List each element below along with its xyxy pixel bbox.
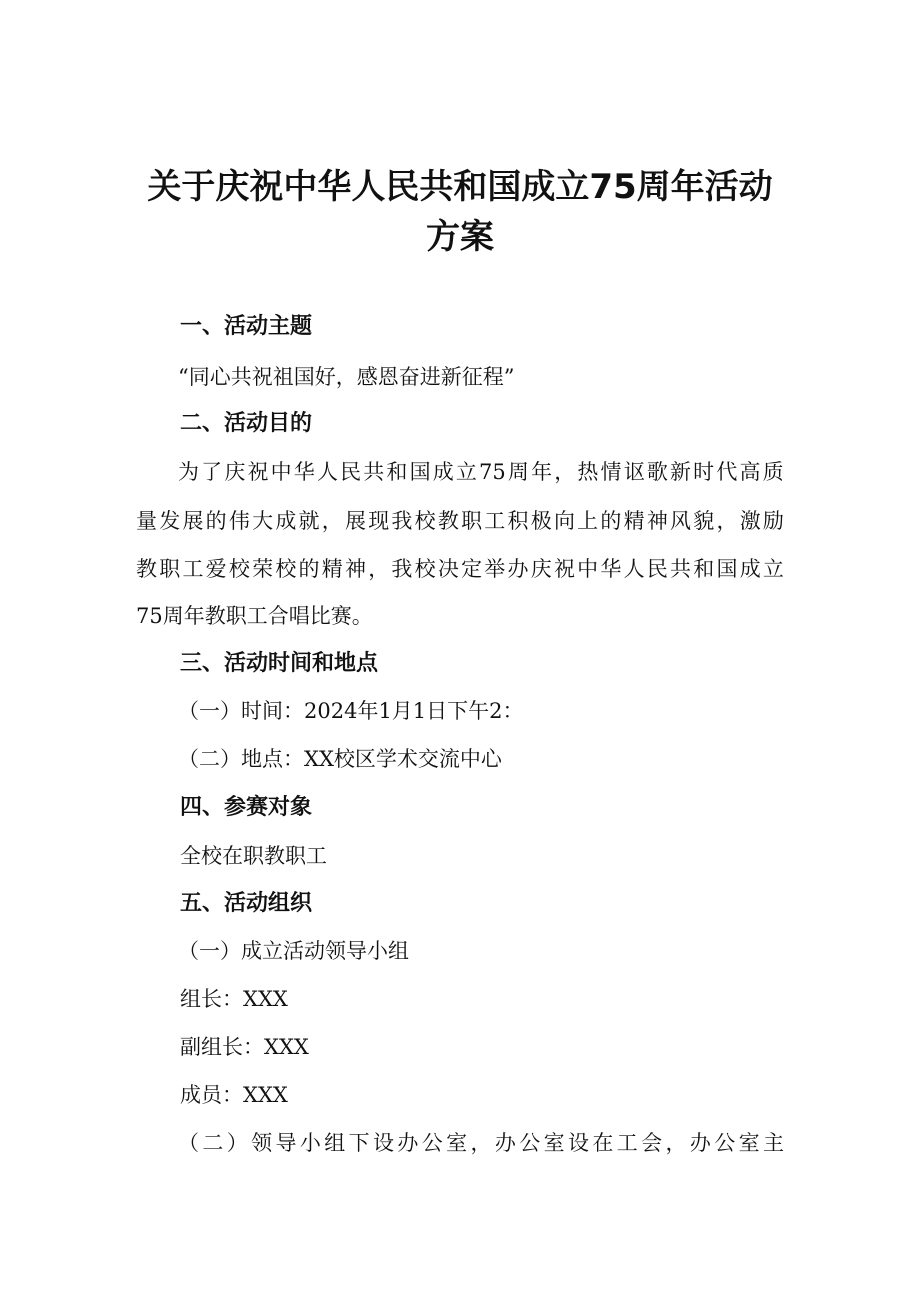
section-heading-purpose: 二、活动目的 bbox=[180, 411, 313, 436]
line-glyph: 量 bbox=[136, 509, 157, 533]
line-glyph: 庆 bbox=[530, 557, 552, 581]
line-glyph: ， bbox=[321, 509, 343, 533]
line-glyph: 校 bbox=[414, 557, 436, 581]
line-glyph: 成 bbox=[739, 557, 761, 581]
line-glyph: 展 bbox=[182, 509, 204, 533]
line-glyph: 职 bbox=[461, 509, 483, 533]
line-glyph: 室 bbox=[543, 1131, 565, 1155]
line-glyph: 小 bbox=[299, 1131, 321, 1155]
members-line: 成员：XXX bbox=[180, 1083, 288, 1107]
line-glyph: 风 bbox=[670, 509, 692, 533]
line-glyph: 办 bbox=[494, 1131, 516, 1155]
line-glyph: 情 bbox=[600, 460, 622, 484]
theme-slogan: “同心共祝祖国好，感恩奋进新征程” bbox=[178, 365, 515, 389]
line-glyph: 组 bbox=[324, 1131, 346, 1155]
line-glyph: 上 bbox=[577, 509, 599, 533]
line-glyph: 神 bbox=[344, 557, 366, 581]
line-glyph: 工 bbox=[484, 509, 506, 533]
line-glyph: 现 bbox=[368, 509, 390, 533]
event-place: （二）地点：XX校区学术交流中心 bbox=[178, 747, 502, 771]
document-title-line-2: 方案 bbox=[426, 217, 494, 257]
line-glyph: ， bbox=[554, 460, 576, 484]
line-glyph: 职 bbox=[159, 557, 181, 581]
line-glyph: 人 bbox=[316, 460, 338, 484]
line-glyph: 代 bbox=[716, 460, 738, 484]
line-glyph: 展 bbox=[344, 509, 366, 533]
line-glyph: 我 bbox=[391, 557, 413, 581]
purpose-line-3 bbox=[136, 559, 784, 580]
line-glyph: 公 bbox=[519, 1131, 541, 1155]
section-heading-theme: 一、活动主题 bbox=[180, 314, 313, 339]
line-glyph: 办 bbox=[689, 1131, 711, 1155]
line-glyph: 导 bbox=[275, 1131, 297, 1155]
line-glyph: 在 bbox=[592, 1131, 614, 1155]
line-glyph: 成 bbox=[432, 460, 454, 484]
line-glyph: 荣 bbox=[252, 557, 274, 581]
line-glyph: 中 bbox=[270, 460, 292, 484]
line-glyph: 校 bbox=[414, 509, 436, 533]
line-glyph: 教 bbox=[437, 509, 459, 533]
section-heading-participants: 四、参赛对象 bbox=[180, 795, 313, 820]
line-glyph: ， bbox=[716, 509, 738, 533]
line-glyph: 国 bbox=[716, 557, 738, 581]
line-glyph: 和 bbox=[386, 460, 408, 484]
line-glyph: 大 bbox=[252, 509, 274, 533]
line-glyph: 的 bbox=[600, 509, 622, 533]
line-glyph: 质 bbox=[762, 460, 784, 484]
line-glyph: ， bbox=[368, 557, 390, 581]
line-glyph: 就 bbox=[298, 509, 320, 533]
participants-text: 全校在职教职工 bbox=[180, 844, 327, 868]
line-glyph: 共 bbox=[363, 460, 385, 484]
line-glyph: 貌 bbox=[693, 509, 715, 533]
line-glyph: 主 bbox=[763, 1131, 784, 1155]
line-glyph: 会 bbox=[641, 1131, 663, 1155]
line-glyph: 爱 bbox=[205, 557, 227, 581]
line-glyph: 中 bbox=[577, 557, 599, 581]
line-glyph: 为 bbox=[178, 460, 199, 484]
organization-sub-2 bbox=[178, 1133, 784, 1154]
line-glyph: 校 bbox=[228, 557, 250, 581]
purpose-line-1 bbox=[178, 462, 784, 483]
line-glyph: 伟 bbox=[228, 509, 250, 533]
line-glyph: 华 bbox=[600, 557, 622, 581]
line-glyph: 的 bbox=[205, 509, 227, 533]
line-glyph: 教 bbox=[136, 557, 157, 581]
line-glyph: 周 bbox=[507, 460, 529, 484]
line-glyph: （ bbox=[178, 1131, 199, 1155]
line-glyph: 热 bbox=[577, 460, 599, 484]
line-glyph: 时 bbox=[693, 460, 715, 484]
document-title-line-1: 关于庆祝中华人民共和国成立75周年活动 bbox=[147, 167, 773, 207]
line-glyph: 下 bbox=[348, 1131, 370, 1155]
line-glyph: 立 bbox=[455, 460, 477, 484]
line-glyph: 民 bbox=[646, 557, 668, 581]
line-glyph: 向 bbox=[553, 509, 575, 533]
line-glyph: 讴 bbox=[623, 460, 645, 484]
line-glyph: 祝 bbox=[247, 460, 269, 484]
line-glyph: 高 bbox=[739, 460, 761, 484]
purpose-line-4: 75周年教职工合唱比赛。 bbox=[136, 604, 373, 628]
line-glyph: 精 bbox=[623, 509, 645, 533]
line-glyph: 歌 bbox=[646, 460, 668, 484]
line-glyph: 举 bbox=[484, 557, 506, 581]
line-glyph: 民 bbox=[340, 460, 362, 484]
line-glyph: 国 bbox=[409, 460, 431, 484]
line-glyph: 办 bbox=[397, 1131, 419, 1155]
event-time: （一）时间：2024年1月1日下午2： bbox=[178, 699, 524, 723]
section-heading-time-place: 三、活动时间和地点 bbox=[180, 651, 379, 676]
line-glyph: ， bbox=[470, 1131, 492, 1155]
line-glyph: 的 bbox=[298, 557, 320, 581]
line-glyph: 神 bbox=[646, 509, 668, 533]
line-glyph: 我 bbox=[391, 509, 413, 533]
purpose-line-2 bbox=[136, 511, 784, 532]
leader-line: 组长：XXX bbox=[180, 987, 288, 1011]
line-glyph: 人 bbox=[623, 557, 645, 581]
line-glyph: 了 bbox=[201, 460, 223, 484]
line-glyph: 室 bbox=[446, 1131, 468, 1155]
line-glyph: 室 bbox=[738, 1131, 760, 1155]
line-glyph: 发 bbox=[159, 509, 181, 533]
line-glyph: 定 bbox=[461, 557, 483, 581]
line-glyph: 工 bbox=[182, 557, 204, 581]
line-glyph: 校 bbox=[275, 557, 297, 581]
line-glyph: 立 bbox=[762, 557, 784, 581]
line-glyph: 共 bbox=[670, 557, 692, 581]
line-glyph: 公 bbox=[421, 1131, 443, 1155]
line-glyph: ， bbox=[665, 1131, 687, 1155]
organization-sub-1: （一）成立活动领导小组 bbox=[178, 939, 409, 963]
line-glyph: 二 bbox=[202, 1131, 224, 1155]
line-glyph: 庆 bbox=[224, 460, 246, 484]
line-glyph: 祝 bbox=[553, 557, 575, 581]
section-heading-organization: 五、活动组织 bbox=[180, 891, 313, 916]
line-glyph: ） bbox=[226, 1131, 248, 1155]
line-glyph: 成 bbox=[275, 509, 297, 533]
line-glyph: 领 bbox=[251, 1131, 273, 1155]
line-glyph: 办 bbox=[507, 557, 529, 581]
line-glyph: 极 bbox=[530, 509, 552, 533]
line-glyph: 公 bbox=[714, 1131, 736, 1155]
line-glyph: 和 bbox=[693, 557, 715, 581]
line-glyph: 激 bbox=[739, 509, 761, 533]
line-glyph: 新 bbox=[670, 460, 692, 484]
line-glyph: 75 bbox=[479, 460, 506, 484]
line-glyph: 精 bbox=[321, 557, 343, 581]
line-glyph: 决 bbox=[437, 557, 459, 581]
line-glyph: 年 bbox=[531, 460, 553, 484]
line-glyph: 积 bbox=[507, 509, 529, 533]
line-glyph: 华 bbox=[293, 460, 315, 484]
deputy-leader-line: 副组长：XXX bbox=[180, 1035, 309, 1059]
line-glyph: 工 bbox=[616, 1131, 638, 1155]
line-glyph: 设 bbox=[373, 1131, 394, 1155]
line-glyph: 设 bbox=[568, 1131, 589, 1155]
line-glyph: 励 bbox=[762, 509, 784, 533]
